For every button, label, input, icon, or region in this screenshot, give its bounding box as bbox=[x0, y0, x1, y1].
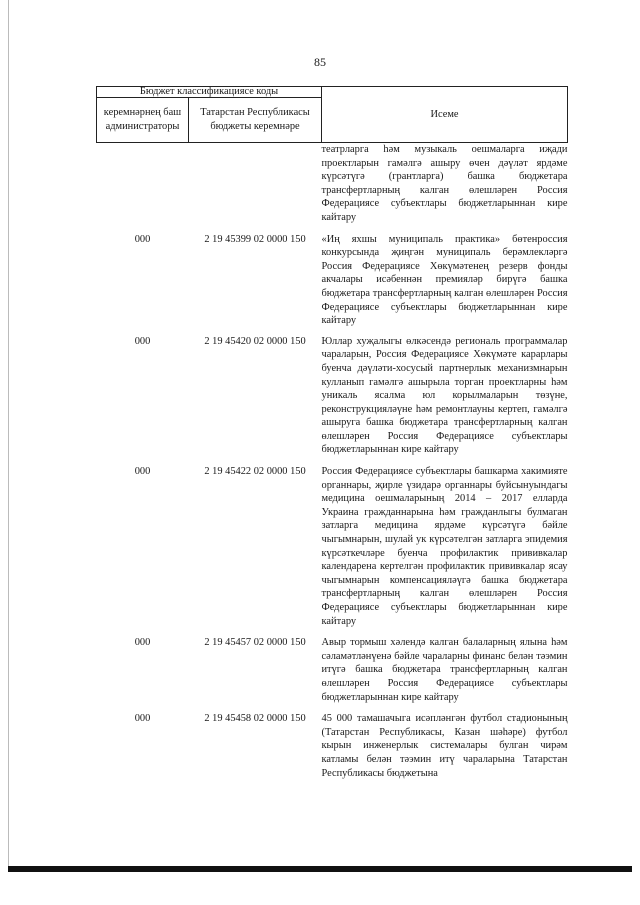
header-budget-code-group: Бюджет классификациясе коды bbox=[97, 87, 322, 98]
row-admin-code: 000 bbox=[134, 466, 151, 478]
row-admin-code: 000 bbox=[134, 233, 151, 245]
scan-bottom-edge bbox=[8, 866, 632, 872]
row-revenue-code: 2 19 45458 02 0000 150 bbox=[204, 713, 306, 725]
table-row bbox=[97, 143, 568, 233]
header-revenue-code: Татарстан Республикасы бюджеты керемнәре bbox=[189, 98, 322, 143]
row-admin-code: 000 bbox=[134, 713, 151, 725]
table-row bbox=[97, 335, 568, 465]
row-name: «Иң яхшы муниципаль практика» бөтенроссия конкурсында җиңгән муниципаль берәмлекләргә Россия Федерациясе Хөкүмәтенең резерв фонды акчалары исәбеннән премияләр бирүгә башка бюджетара трансфертларның калган өлешләрен Россия Федерациясе субъектлары бюджетларыннан кире кайтару bbox=[321, 233, 568, 327]
row-name: Россия Федерациясе субъектлары башкарма хакимияте органнары, җирле үзидарә органнары буйсынуындагы медицина оешмаларының 2014 – 2017 елларда Украина гражданнарына һәм гражданлыгы булмаган затларга медицина ярдәме күрсәтүгә бәйле чыгымнарын, шулай ук күрсәтелгән затларга эпидемия күрсәткечләре буенча профилактик прививкалар календарена кертелгән профилактик прививкалар ясау чыгымнарын компенсацияләүгә башка бюджетара трансфертларның калган өлешләрен Россия Федерациясе субъектлары бюджетларыннан кире кайтару bbox=[321, 466, 568, 627]
row-name: театрларга һәм музыкаль оешмаларга иҗади проектларын гамәлгә ашыру өчен дәүләт ярдәме күрсәтүгә (грантларга) башка бюджетара трансфертларның калган өлешләрен Россия Федерациясе субъектлары бюджетларыннан кире кайтару bbox=[321, 144, 568, 223]
table-body bbox=[97, 143, 568, 781]
row-name: 45 000 тамашачыга исәпләнгән футбол стадионының (Татарстан Республикасы, Казан шәһәре) футбол кырын инженерлык системалары булган чирәм катламы белән тәэмин итү чараларына Татарстан Республикасы бюджетына bbox=[321, 713, 568, 779]
header-admin: керемнәрнең баш администраторы bbox=[97, 98, 189, 143]
row-revenue-code: 2 19 45399 02 0000 150 bbox=[204, 233, 306, 245]
header-name: Исеме bbox=[322, 87, 568, 143]
row-name: Авыр тормыш хәлендә калган балаларның ялына һәм сәламәтләнүенә бәйле чараларны финанс белән тәэмин итүгә башка бюджетара трансфертларның калган өлешләрен Россия Федерациясе субъектлары бюджетларыннан кире кайтару bbox=[321, 637, 568, 703]
table-header bbox=[97, 87, 568, 143]
row-revenue-code bbox=[189, 143, 322, 233]
table-row bbox=[97, 465, 568, 636]
row-admin-code: 000 bbox=[134, 335, 151, 347]
scan-left-edge bbox=[8, 0, 9, 866]
table-row bbox=[97, 233, 568, 335]
budget-classification-table bbox=[96, 86, 568, 780]
table-row bbox=[97, 712, 568, 780]
row-revenue-code: 2 19 45420 02 0000 150 bbox=[204, 335, 306, 347]
row-name: Юллар хуҗалыгы өлкәсендә региональ программалар чараларын, Россия Федерациясе Хөкүмәте карарлары буенча дәүләти-хосусый партнерлык механизмнарын кулланып гамәлгә ашырыла торган проектларны һәм уникаль ясалма юл корылмаларын төзүне, реконструкцияләүне һәм ремонтлауны кертеп, гамәлгә ашыруга башка бюджетара трансфертларның калган өлешләрен Россия Федерациясе субъектлары бюджетларыннан кире кайтару bbox=[321, 335, 568, 456]
table-row bbox=[97, 636, 568, 712]
row-revenue-code: 2 19 45422 02 0000 150 bbox=[204, 466, 306, 478]
row-admin-code bbox=[97, 143, 189, 233]
page-number: 85 bbox=[314, 55, 326, 69]
row-revenue-code: 2 19 45457 02 0000 150 bbox=[204, 637, 306, 649]
row-admin-code: 000 bbox=[134, 637, 151, 649]
